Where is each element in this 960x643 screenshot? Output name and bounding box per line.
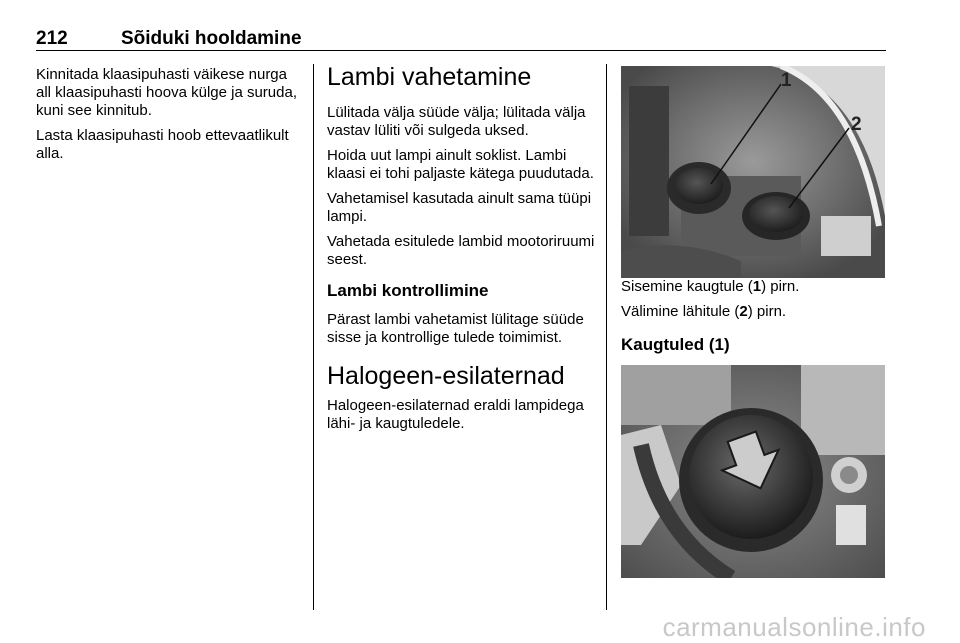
callout-1: 1 — [781, 70, 792, 91]
paragraph: Hoida uut lampi ainult soklist. Lambi klaasi ei tohi paljaste kätega puudutada. — [327, 147, 594, 182]
caption-low-beam: Välimine lähitule (2) pirn. — [621, 303, 787, 320]
paragraph: Kinnitada klaasipuhasti väikese nurga all klaasipuhasti hoova külge ja suruda, kuni see kinnitub. — [36, 66, 297, 119]
column-2 — [327, 62, 599, 440]
subsection-heading: Lambi kontrollimine — [327, 281, 489, 300]
column-divider-2 — [606, 64, 607, 610]
column-1 — [36, 66, 304, 170]
caption-high-beam: Sisemine kaugtule (1) pirn. — [621, 278, 800, 295]
watermark: carmanualsonline.info — [662, 612, 926, 642]
headlamp-photo — [621, 66, 885, 278]
paragraph: Vahetamisel kasutada ainult sama tüüpi lampi. — [327, 190, 592, 225]
callout-2: 2 — [851, 114, 862, 135]
section-heading-halogen: Halogeen-esilaternad — [327, 362, 565, 390]
chapter-title: Sõiduki hooldamine — [121, 28, 302, 49]
section-heading: Lambi vahetamine — [327, 63, 532, 91]
paragraph: Pärast lambi vahetamist lülitage süüde sisse ja kontrollige tulede toimimist. — [327, 311, 584, 346]
page-number: 212 — [36, 28, 68, 49]
headlamp-illustration — [621, 66, 885, 278]
paragraph: Lülitada välja süüde välja; lülitada välja vastav lüliti või sulgeda uksed. — [327, 104, 586, 139]
paragraph: Halogeen-esilaternad eraldi lampidega lähi- ja kaugtuledele. — [327, 397, 584, 432]
column-divider-1 — [313, 64, 314, 610]
subsection-heading-high-beam: Kaugtuled (1) — [621, 335, 730, 354]
bulb-cap-illustration — [621, 365, 885, 578]
paragraph: Vahetada esitulede lambid mootoriruumi seest. — [327, 233, 595, 268]
column-3 — [621, 66, 886, 578]
bulb-cap-photo — [621, 365, 885, 578]
paragraph: Lasta klaasipuhasti hoob ettevaatlikult alla. — [36, 127, 289, 162]
header-rule — [36, 50, 886, 51]
